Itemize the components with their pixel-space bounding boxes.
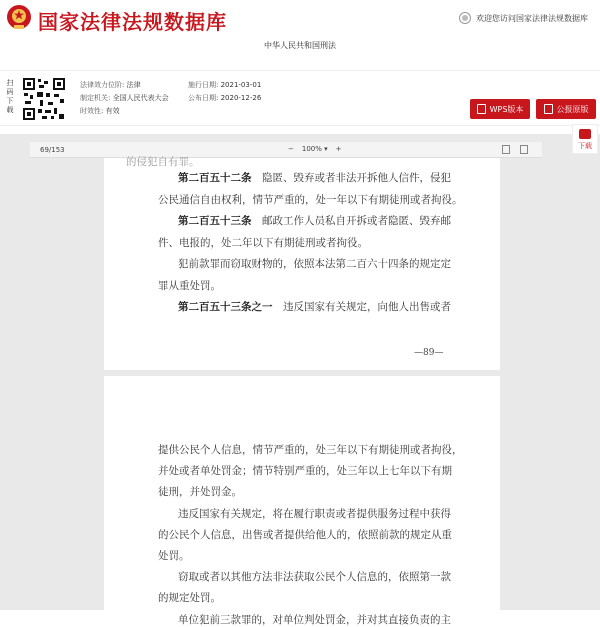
page-text-line: 单位犯前三款罪的，对单位判处罚金，并对其直接负责的主 — [178, 613, 451, 626]
law-title: 中华人民共和国刑法 — [264, 41, 336, 50]
page-text-line — [178, 170, 451, 185]
wps-version-button[interactable] — [470, 99, 530, 119]
effective-date-label: 施行日期: — [188, 81, 219, 89]
zoom-controls — [288, 145, 342, 153]
authority-label: 制定机关: — [80, 94, 111, 102]
page-text-line — [158, 235, 368, 250]
law-meta-left — [80, 79, 169, 118]
article-text: 犯前款罪而窃取财物的，依照本法第二百六十四条的规定定 — [178, 258, 451, 270]
article-text: 隐匿、毁弃或者非法开拆他人信件，侵犯 — [262, 172, 451, 184]
side-download-label: 下载 — [578, 142, 592, 150]
article-text: 违反国家有关规定，向他人出售或者 — [283, 301, 451, 313]
zoom-in-button[interactable]: + — [335, 145, 342, 153]
document-page — [104, 376, 500, 626]
welcome-text: 欢迎您访问国家法律法规数据库 — [476, 13, 588, 23]
page-number: —89— — [414, 348, 444, 358]
effect-level-value: 法律 — [126, 81, 141, 89]
zoom-level-select[interactable]: 100% ▾ — [301, 145, 328, 153]
document-page — [104, 158, 500, 370]
page-text-line: 提供公民个人信息，情节严重的，处三年以下有期徒刑或者拘役， — [158, 444, 463, 456]
scan-download-label: 扫码下载 — [6, 79, 14, 114]
page-text-line — [178, 256, 451, 271]
qr-code-icon — [22, 77, 66, 121]
article-number: 第二百五十二条 — [178, 172, 252, 184]
page-text-line: 的公民个人信息，出售或者提供给他人的，依照前款的规定从重 — [158, 528, 452, 541]
page-text-line: 违反国家有关规定，将在履行职责或者提供服务过程中获得 — [178, 507, 451, 520]
law-info-bar — [0, 70, 600, 126]
page-text-line: 处罚。 — [158, 550, 190, 562]
download-icon — [579, 129, 591, 139]
document-icon — [477, 104, 486, 114]
article-text: 邮政工作人员私自开拆或者隐匿、毁弃邮 — [262, 215, 451, 227]
user-icon — [459, 12, 471, 24]
wps-button-label: WPS版本 — [489, 104, 524, 114]
article-number: 第二百五十三条 — [178, 215, 252, 227]
publish-date-value: 2020-12-26 — [220, 94, 262, 102]
pdf-icon — [544, 104, 553, 114]
validity-value: 有效 — [105, 107, 120, 115]
page-text-line: 并处或者单处罚金；情节特别严重的，处三年以上七年以下有期 — [158, 465, 452, 478]
viewer-toolbar — [30, 142, 542, 158]
page-text-line — [158, 278, 221, 293]
page-text-line — [178, 299, 451, 314]
article-number: 第二百五十三条之一 — [178, 301, 273, 313]
article-text: 罪从重处罚。 — [158, 279, 221, 292]
page-counter: 69/153 — [40, 146, 65, 154]
page-text-line: 窃取或者以其他方法非法获取公民个人信息的，依照第一款 — [178, 571, 451, 584]
law-meta-dates — [188, 79, 261, 105]
page-text-line — [178, 213, 451, 228]
national-emblem-icon — [6, 4, 32, 31]
site-title[interactable]: 国家法律法规数据库 — [38, 10, 227, 34]
validity-label: 时效性: — [80, 107, 104, 115]
page-text-fragment: 的侵犯自有罪。 — [126, 156, 200, 168]
chevron-down-icon: ▾ — [324, 145, 328, 153]
authority-value: 全国人民代表大会 — [112, 94, 169, 102]
side-download-button[interactable] — [572, 124, 598, 154]
page-text-line: 徒刑，并处罚金。 — [158, 486, 242, 499]
page-text-line — [158, 192, 463, 207]
site-header — [0, 0, 600, 36]
effect-level-label: 法律效力位阶: — [80, 81, 125, 89]
page-view-icon[interactable] — [502, 145, 510, 154]
article-text: 公民通信自由权利，情节严重的，处一年以下有期徒刑或者拘役。 — [158, 193, 463, 206]
gazette-button-label: 公报原版 — [556, 104, 589, 114]
gazette-original-button[interactable] — [536, 99, 596, 119]
zoom-out-button[interactable]: − — [288, 145, 294, 153]
page-text-line: 的规定处罚。 — [158, 592, 221, 605]
effective-date-value: 2021-03-01 — [220, 81, 262, 89]
toolbar-icons — [502, 145, 528, 154]
more-options-icon[interactable] — [520, 145, 528, 154]
publish-date-label: 公布日期: — [188, 94, 219, 102]
article-text: 件、电报的，处二年以下有期徒刑或者拘役。 — [158, 236, 368, 249]
welcome-message — [459, 12, 588, 24]
